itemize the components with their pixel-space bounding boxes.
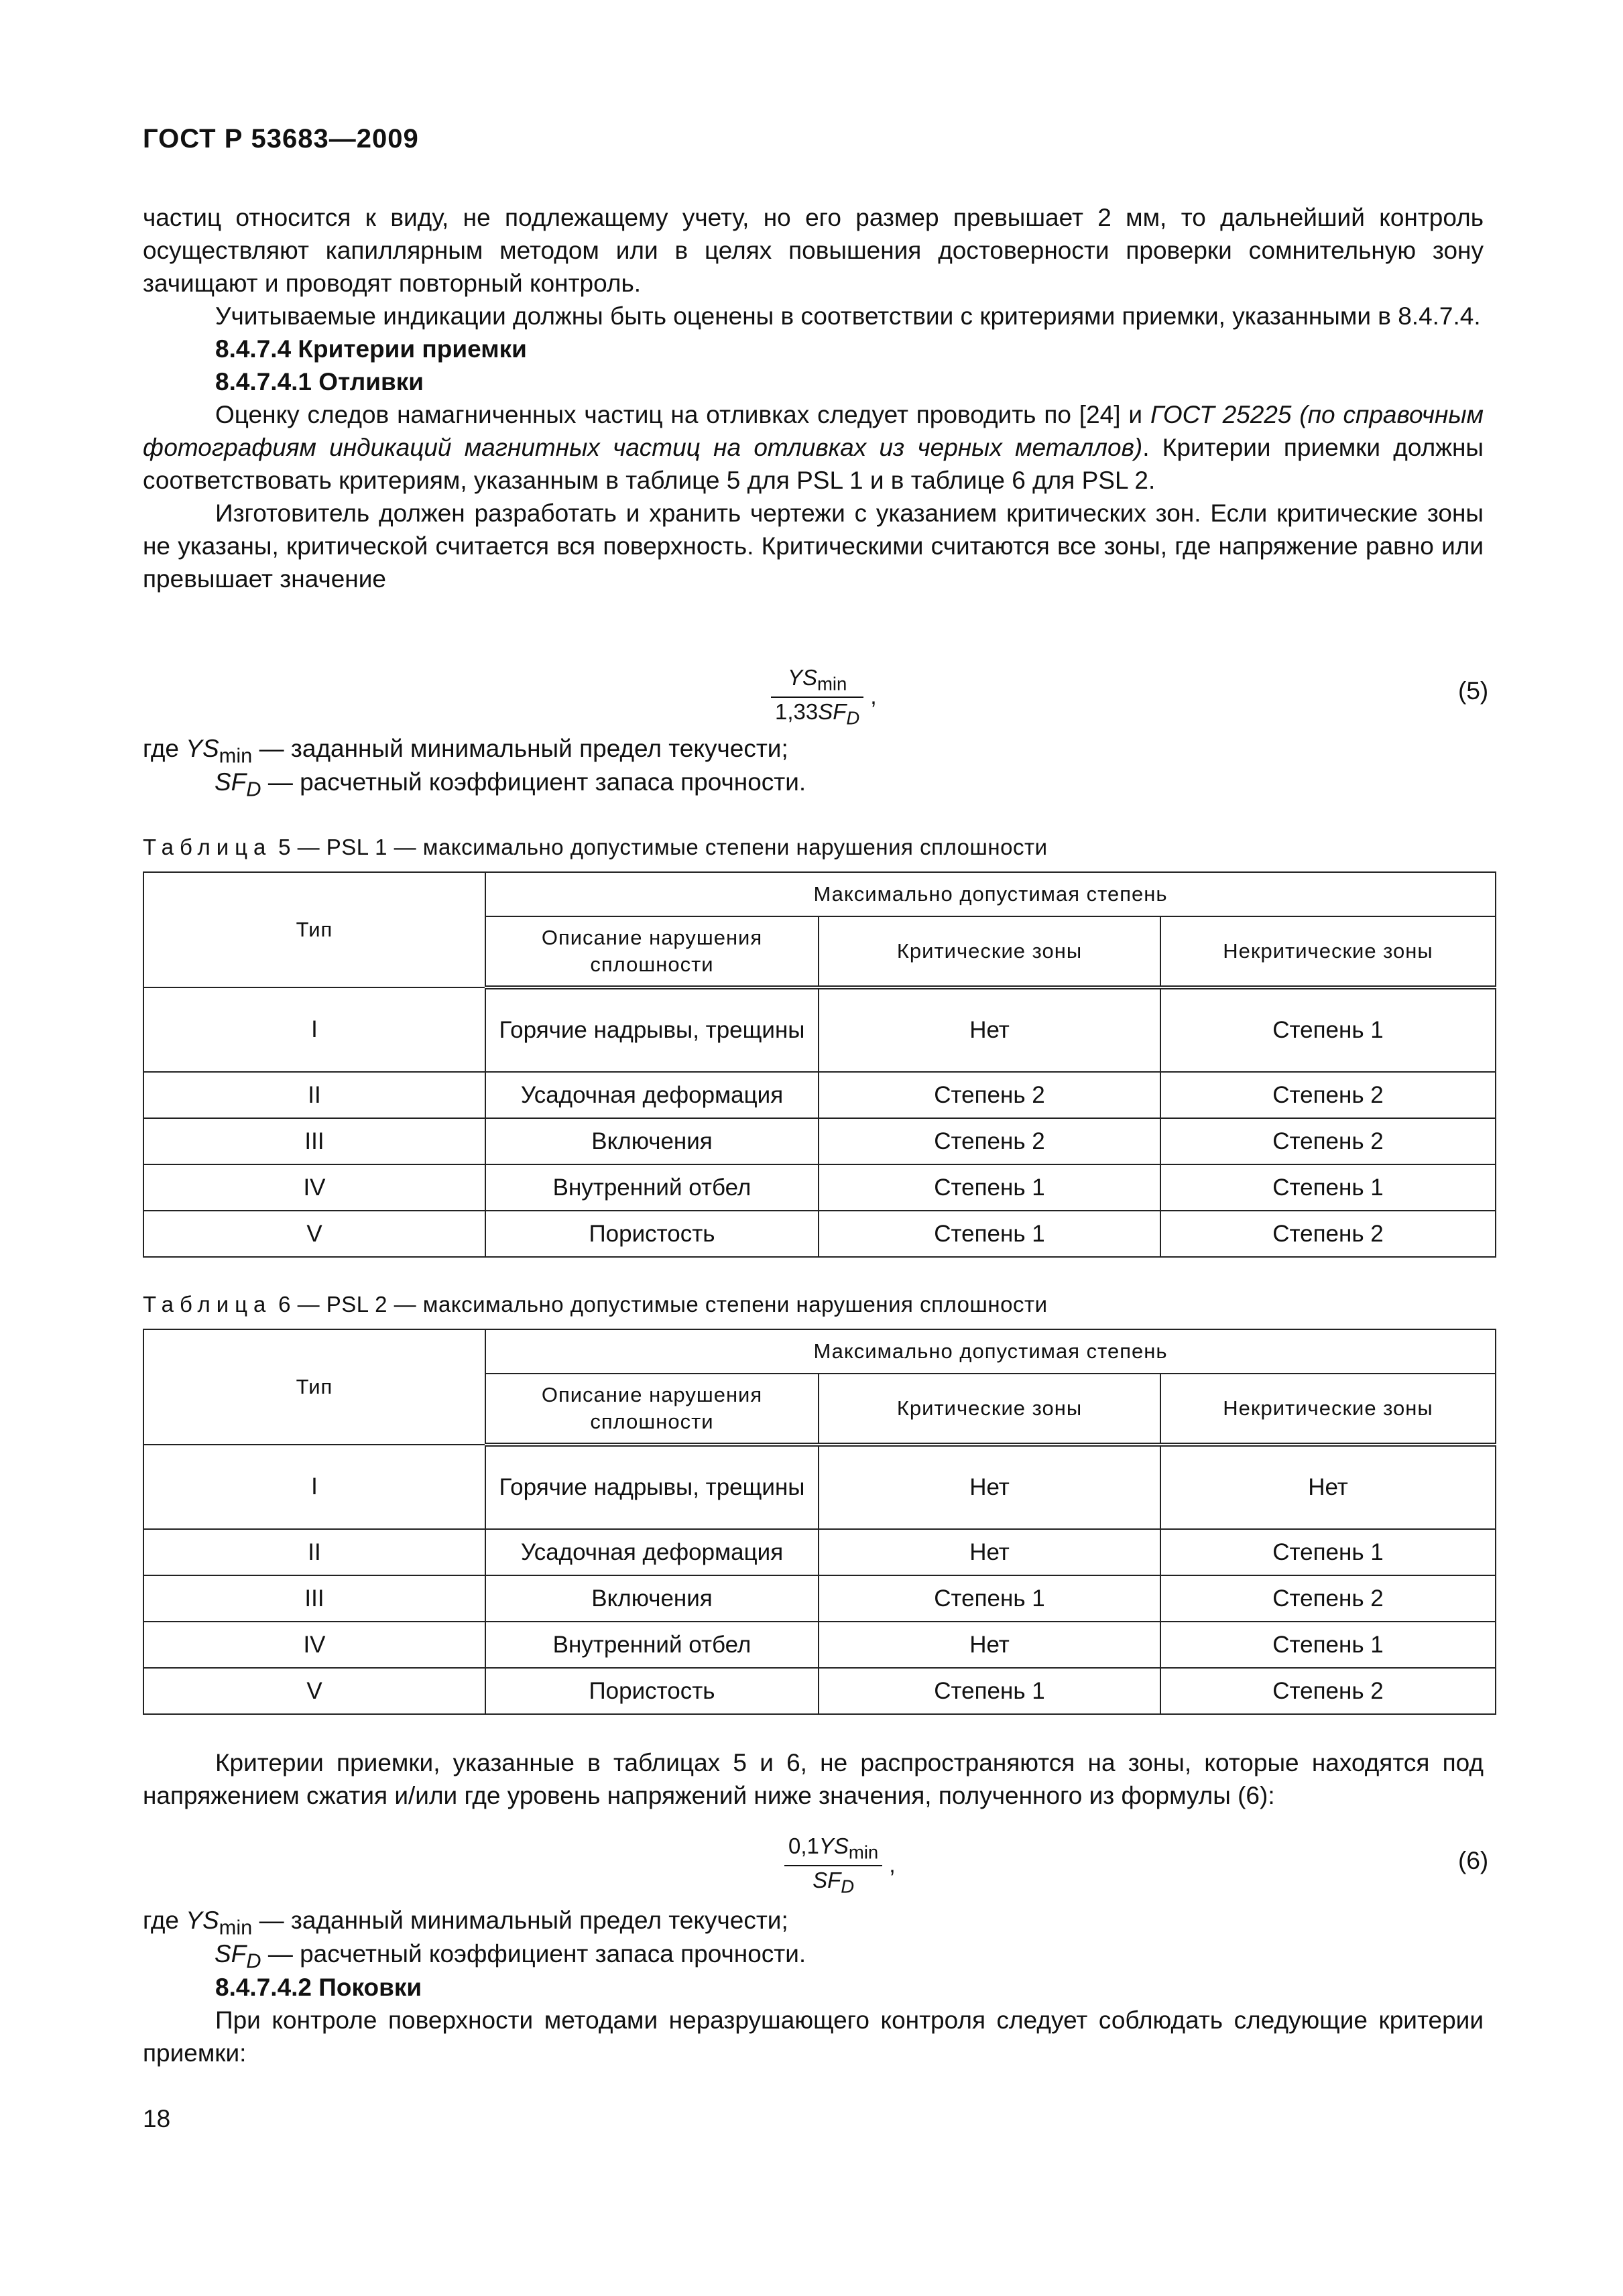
paragraph-castings: Оценку следов намагниченных частиц на отливках следует проводить по [24] и ГОСТ 25225 (по справочным фотографиям индикаций магнитных частиц на отливках из черных металлов). Критерии приемки должны соответствовать критериям, указанным в таблице 5 для PSL 1 и в таблице 6 для PSL 2.	[143, 401, 1484, 494]
table-cell: Степень 2	[1160, 1668, 1496, 1714]
table-cell: Степень 1	[819, 1575, 1160, 1622]
table-cell: Степень 1	[819, 1211, 1160, 1257]
formula-5-legend-2: $SF_D$ — расчетный коэффициент запаса прочности.	[215, 768, 806, 801]
formula-6-legend-1: где $YS_{min}$ — заданный минимальный предел текучести;	[143, 1907, 788, 1939]
table-cell: Нет	[819, 1529, 1160, 1575]
table-cell: I	[143, 1445, 485, 1529]
table-row	[143, 1072, 1496, 1118]
table-cell: Степень 2	[1160, 1575, 1496, 1622]
header-type: Тип	[143, 872, 485, 987]
table-cell: Нет	[1160, 1445, 1496, 1529]
table-cell: Степень 1	[1160, 987, 1496, 1072]
table-cell: Усадочная деформация	[485, 1529, 819, 1575]
table-cell: Степень 1	[1160, 1529, 1496, 1575]
table-cell: IV	[143, 1622, 485, 1668]
header-description: Описание нарушения сплошности	[485, 1374, 819, 1445]
table-cell: Горячие надрывы, трещины	[485, 987, 819, 1072]
table-cell: Усадочная деформация	[485, 1072, 819, 1118]
table-cell: Включения	[485, 1575, 819, 1622]
table-cell: Внутренний отбел	[485, 1164, 819, 1211]
table-cell: Нет	[819, 1622, 1160, 1668]
table-cell: Степень 1	[1160, 1164, 1496, 1211]
table-cell: Пористость	[485, 1211, 819, 1257]
table-6	[143, 1329, 1496, 1715]
table-5-caption: Таблица 5 — PSL 1 — максимально допустимые степени нарушения сплошности	[143, 835, 1048, 859]
table-cell: Степень 2	[819, 1072, 1160, 1118]
paragraph-forgings: При контроле поверхности методами неразрушающего контроля следует соблюдать следующие критерии приемки:	[143, 2006, 1484, 2067]
table-cell: V	[143, 1668, 485, 1714]
table-5	[143, 871, 1496, 1258]
table-row	[143, 987, 1496, 1072]
header-type: Тип	[143, 1329, 485, 1445]
table-row	[143, 1622, 1496, 1668]
table-cell: Степень 1	[819, 1164, 1160, 1211]
formula-5: $\frac{YS_{min}}{1,33SF_D}$ ,	[771, 665, 877, 729]
formula-5-legend-1: где $YS_{min}$ — заданный минимальный предел текучести;	[143, 735, 788, 768]
table-row	[143, 1445, 1496, 1529]
paragraph-indications: Учитываемые индикации должны быть оценены в соответствии с критериями приемки, указанными в 8.4.7.4.	[215, 302, 1481, 330]
table-row	[143, 1575, 1496, 1622]
table-cell: V	[143, 1211, 485, 1257]
table-row	[143, 1529, 1496, 1575]
header-noncritical-zones: Некритические зоны	[1160, 916, 1496, 987]
table-cell: Пористость	[485, 1668, 819, 1714]
table-cell: I	[143, 987, 485, 1072]
table-cell: Степень 1	[819, 1668, 1160, 1714]
formula-6: $\frac{0,1YS_{min}}{SF_D}$ ,	[784, 1833, 896, 1897]
table-cell: Нет	[819, 1445, 1160, 1529]
table-cell: Степень 1	[1160, 1622, 1496, 1668]
table-row	[143, 1211, 1496, 1257]
table-row	[143, 1668, 1496, 1714]
paragraph-critical-zones: Изготовитель должен разработать и хранить чертежи с указанием критических зон. Если критические зоны не указаны, критической считается вся поверхность. Критическими считаются все зоны, где напряжение равно или превышает значение	[143, 499, 1484, 593]
formula-5-label: (5)	[1458, 677, 1489, 705]
table-cell: Степень 2	[1160, 1211, 1496, 1257]
header-critical-zones: Критические зоны	[819, 1374, 1160, 1445]
header-max-degree: Максимально допустимая степень	[485, 1329, 1496, 1374]
page-number: 18	[143, 2105, 171, 2132]
section-heading-forgings: 8.4.7.4.2 Поковки	[215, 1974, 422, 2001]
table-cell: IV	[143, 1164, 485, 1211]
formula-6-label: (6)	[1458, 1847, 1489, 1874]
table-cell: Степень 2	[1160, 1118, 1496, 1164]
table-cell: Включения	[485, 1118, 819, 1164]
header-critical-zones: Критические зоны	[819, 916, 1160, 987]
table-row	[143, 1118, 1496, 1164]
table-cell: II	[143, 1072, 485, 1118]
table-cell: III	[143, 1575, 485, 1622]
table-cell: Внутренний отбел	[485, 1622, 819, 1668]
paragraph-continuation: частиц относится к виду, не подлежащему учету, но его размер превышает 2 мм, то дальнейший контроль осуществляют капиллярным методом или в целях повышения достоверности проверки сомнительную зону зачищают и проводят повторный контроль.	[143, 204, 1484, 297]
header-noncritical-zones: Некритические зоны	[1160, 1374, 1496, 1445]
table-row	[143, 1164, 1496, 1211]
document-header: ГОСТ Р 53683—2009	[143, 124, 419, 154]
table-cell: Нет	[819, 987, 1160, 1072]
table-cell: II	[143, 1529, 485, 1575]
table-cell: III	[143, 1118, 485, 1164]
header-description: Описание нарушения сплошности	[485, 916, 819, 987]
section-heading-castings: 8.4.7.4.1 Отливки	[215, 368, 424, 396]
table-cell: Степень 2	[1160, 1072, 1496, 1118]
paragraph-exclusions: Критерии приемки, указанные в таблицах 5 и 6, не распространяются на зоны, которые находятся под напряжением сжатия и/или где уровень напряжений ниже значения, полученного из формулы (6):	[143, 1749, 1484, 1809]
section-heading-acceptance: 8.4.7.4 Критерии приемки	[215, 335, 527, 363]
formula-6-legend-2: $SF_D$ — расчетный коэффициент запаса прочности.	[215, 1940, 806, 1973]
text-block-top	[143, 201, 1484, 595]
table-cell: Степень 2	[819, 1118, 1160, 1164]
table-cell: Горячие надрывы, трещины	[485, 1445, 819, 1529]
header-max-degree: Максимально допустимая степень	[485, 872, 1496, 916]
table-6-caption: Таблица 6 — PSL 2 — максимально допустимые степени нарушения сплошности	[143, 1292, 1048, 1317]
text-block-forgings	[143, 1971, 1484, 2069]
